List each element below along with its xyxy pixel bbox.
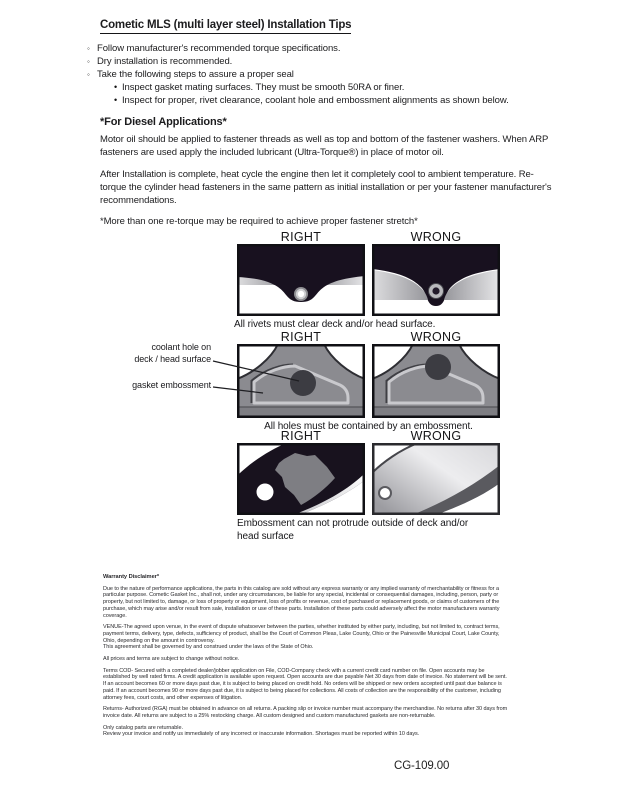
legal-paragraph: This agreement shall be governed by and construed under the laws of the State of Ohio. — [103, 644, 314, 651]
embossment-wrong-diagram — [372, 443, 500, 515]
wrong-label: WRONG — [410, 230, 462, 244]
legal-paragraph: All prices and terms are subject to change without notice. — [103, 656, 240, 663]
right-label: RIGHT — [280, 429, 322, 443]
diagram-caption: All rivets must clear deck and/or head surface. — [234, 319, 436, 330]
right-label: RIGHT — [280, 330, 322, 344]
sub-list-item — [114, 94, 557, 107]
legal-paragraph: Only catalog parts are returnable. — [103, 724, 183, 731]
legal-paragraph: Review your invoice and notify us immediately of any incorrect or inaccurate information. Shortages must be reported within 10 days. — [103, 731, 420, 738]
coolant-hole-annotation: coolant hole on deck / head surface — [134, 342, 211, 364]
right-label: RIGHT — [280, 230, 322, 244]
list-item — [87, 42, 557, 55]
circle-bullet-icon: ◦ — [87, 57, 90, 66]
sub-list-item — [114, 81, 557, 94]
list-item-text: Inspect gasket mating surfaces. They must be smooth 50RA or finer. — [122, 82, 405, 93]
paragraph: *More than one re-torque may be required to achieve proper fastener stretch* — [100, 216, 418, 227]
hole-right-diagram — [237, 344, 365, 418]
legal-paragraph: Returns- Authorized (RGA) must be obtained in advance on all returns. A packing slip or invoice number must accompany the merchandise. No returns after 30 days from invoice date. All returns are subject to a 25% restocking charge. All custom designed and custom manufactured gaskets are non-returnable. — [103, 706, 508, 719]
page-number: CG-109.00 — [394, 760, 450, 772]
rivet-right-diagram — [237, 244, 365, 316]
warranty-disclaimer-section — [103, 574, 508, 738]
list-item-text: Take the following steps to assure a proper seal — [97, 69, 294, 80]
legal-paragraph: Due to the nature of performance applications, the parts in this catalog are sold without any express warranty or any implied warranty of merchantability or fitness for a particular purpose. Cometic Gasket Inc., shall not, under any circumstances, be liable for any special, incidental or consequential damages, including, person, party or property, but not limited to, damage, or loss of property or equipment, loss of profits or revenue, cost of purchased or replacement goods, or claims of customers of the purchase, which may arise and/or result from sale, installation or use of these parts. Installation of these parts could adversely affect the motor manufacturers warranty coverage. — [103, 585, 500, 619]
circle-bullet-icon: ◦ — [87, 44, 90, 53]
paragraph: Motor oil should be applied to fastener threads as well as top and bottom of the fastener washers. When ARP fasteners are used apply the included lubricant (Ultra-Torque®) in place of motor oil. — [100, 134, 549, 158]
list-item — [87, 68, 557, 81]
legal-paragraph: VENUE-The agreed upon venue, in the event of dispute whatsoever between the parties, whether instituted by either party, including, but not limited to, contract terms, payment terms, delivery, type, defects, sufficiency of product, shall be the Court of Common Pleas, Lake County, Ohio or the Painesville Municipal Court, Lake County, Ohio, depending on the amount in controversy. — [103, 624, 500, 644]
dot-bullet-icon: • — [114, 95, 118, 105]
paragraph: After Installation is complete, heat cycle the engine then let it completely cool to ambient temperature. Re-torque the cylinder head fasteners in the same pattern as initial installation or per your fastener manufacturer's recommendations. — [100, 169, 552, 206]
list-item-text: Dry installation is recommended. — [97, 56, 233, 67]
list-item — [87, 55, 557, 68]
circle-bullet-icon: ◦ — [87, 70, 90, 79]
embossment-right-diagram — [237, 443, 365, 515]
legal-heading: Warranty Disclaimer* — [103, 574, 160, 580]
list-item-text: Inspect for proper, rivet clearance, coolant hole and embossment alignments as shown below. — [122, 95, 509, 106]
dot-bullet-icon: • — [114, 82, 118, 92]
rivet-wrong-diagram — [372, 244, 500, 316]
hole-wrong-diagram — [372, 344, 500, 418]
wrong-label: WRONG — [410, 429, 462, 443]
legal-paragraph: Terms COD- Secured with a completed dealer/jobber application on File, COD-Company check with a current credit card number on file. Open accounts may be established by well rated firms. A credit application is available upon request. Open accounts are due payable Net 30 days from date of invoice. No statement will be sent. If an account becomes 60 or more days past due, it is subject to being placed on credit hold. No orders will be shipped or new orders accepted until past due balance is paid. If an account becomes 90 or more days past due, it is subject to being placed for collections. All costs of collection are the responsibility of the customer, including attorney fees, court costs, and other expenses of litigation. — [103, 667, 507, 701]
diesel-section-heading: *For Diesel Applications* — [100, 116, 227, 128]
list-item-text: Follow manufacturer's recommended torque specifications. — [97, 43, 341, 54]
diagram-caption: All holes must be contained by an embossment. — [264, 421, 473, 432]
diagram-caption: Embossment can not protrude outside of deck and/or head surface — [237, 518, 469, 542]
page-title: Cometic MLS (multi layer steel) Installation Tips — [100, 19, 351, 34]
gasket-embossment-annotation: gasket embossment — [132, 380, 211, 390]
wrong-label: WRONG — [410, 330, 462, 344]
installation-tips-list — [87, 42, 557, 107]
